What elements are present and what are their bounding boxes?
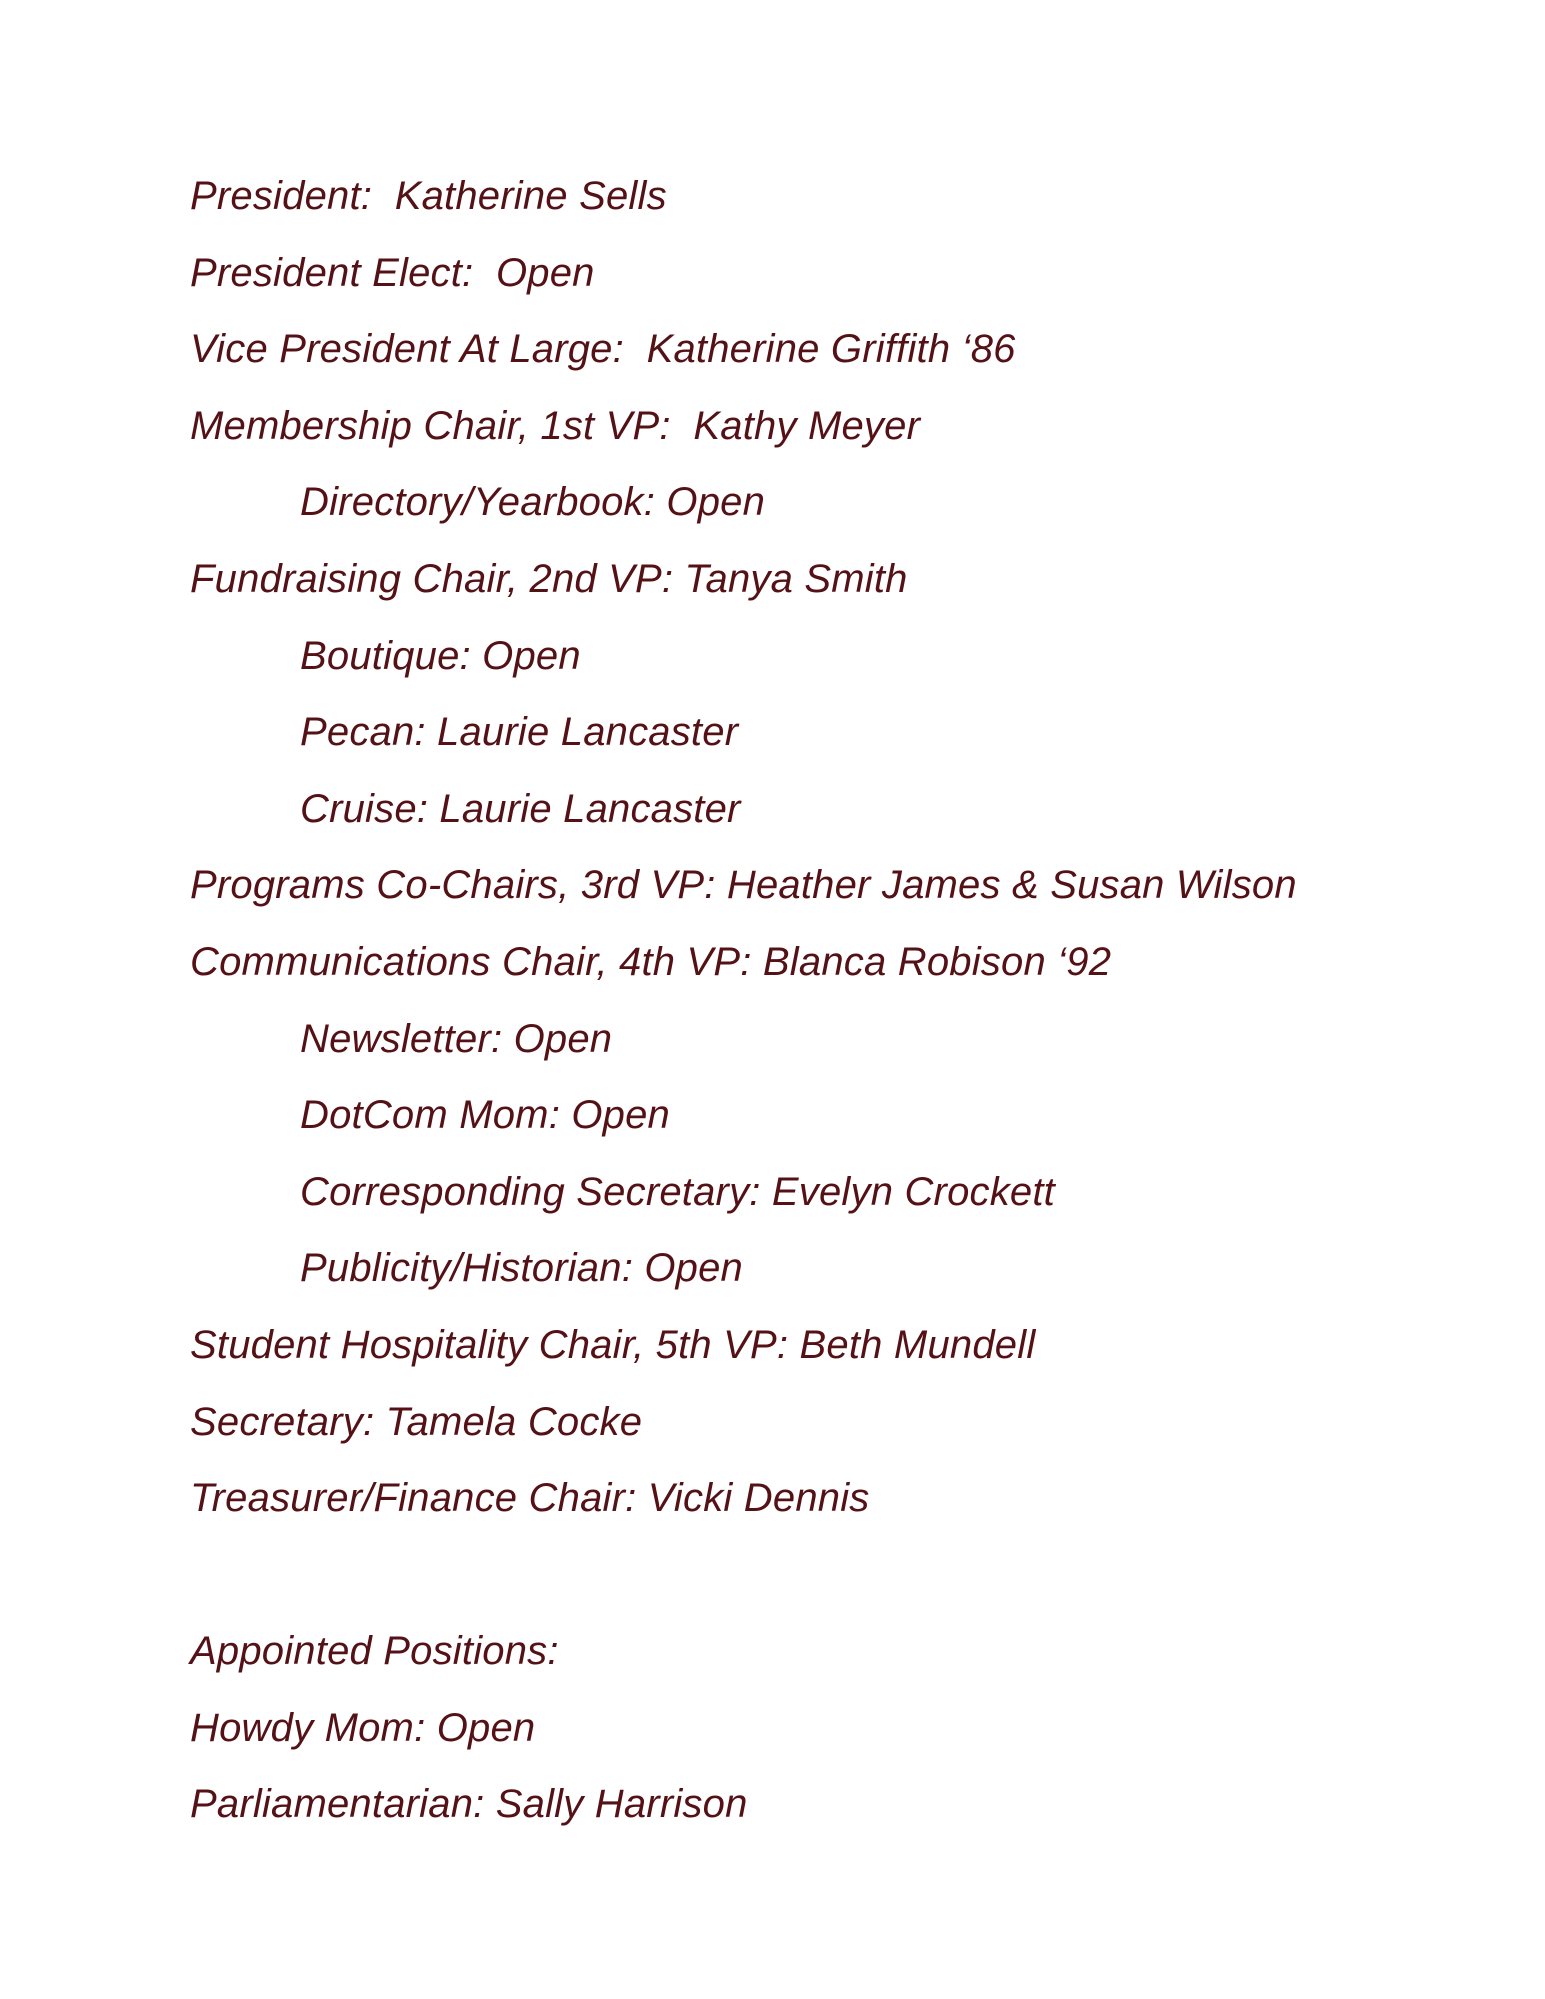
blank-line <box>190 1537 1485 1614</box>
roster-line: Parliamentarian: Sally Harrison <box>190 1782 748 1827</box>
roster-line: President: Katherine Sells <box>190 174 667 218</box>
roster-line: Publicity/Historian: Open <box>300 1246 743 1291</box>
roster-line: Vice President At Large: Katherine Griffith ‘86 <box>190 327 1016 372</box>
roster-line: Pecan: Laurie Lancaster <box>300 710 739 755</box>
roster-line: Programs Co-Chairs, 3rd VP: Heather James & Susan Wilson <box>190 863 1297 908</box>
roster-line: Cruise: Laurie Lancaster <box>300 786 741 831</box>
roster-line: Howdy Mom: Open <box>190 1705 536 1750</box>
roster-line: Directory/Yearbook: Open <box>300 480 766 525</box>
roster-line: DotCom Mom: Open <box>300 1093 670 1138</box>
roster-line: Communications Chair, 4th VP: Blanca Robison ‘92 <box>190 939 1112 984</box>
roster-line: Fundraising Chair, 2nd VP: Tanya Smith <box>190 556 908 601</box>
roster-line: Membership Chair, 1st VP: Kathy Meyer <box>190 403 921 448</box>
roster-line: Newsletter: Open <box>300 1016 613 1061</box>
roster-line: President Elect: Open <box>190 250 595 295</box>
roster-line: Boutique: Open <box>300 633 581 678</box>
roster-line: Student Hospitality Chair, 5th VP: Beth Mundell <box>190 1322 1036 1367</box>
roster-line: Secretary: Tamela Cocke <box>190 1399 643 1444</box>
roster-line: Treasurer/Finance Chair: Vicki Dennis <box>190 1476 870 1521</box>
roster-line: Appointed Positions: <box>190 1629 559 1674</box>
roster-line: Corresponding Secretary: Evelyn Crockett <box>300 1169 1055 1214</box>
officer-roster <box>190 158 1485 1843</box>
